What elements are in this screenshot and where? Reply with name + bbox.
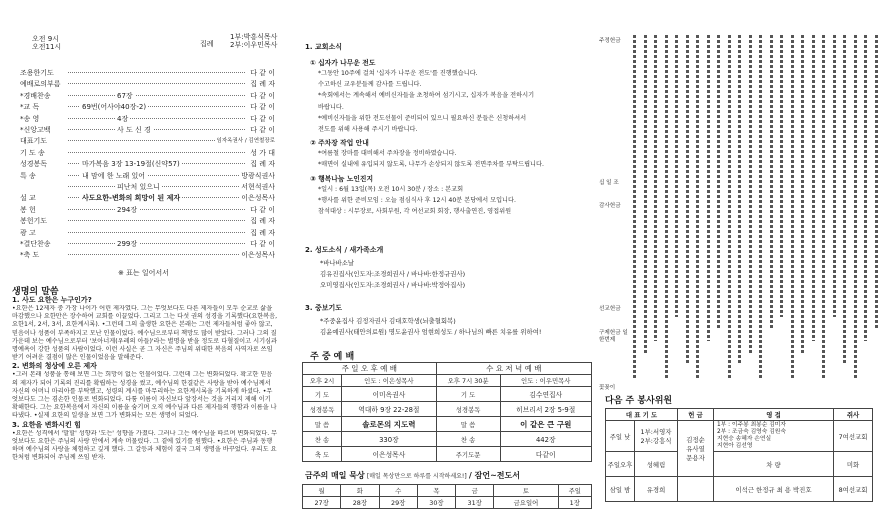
worship-item-leader: 다 같 이 (250, 91, 275, 100)
life-word-sections (12, 296, 278, 462)
vol-header-prayer: 대 표 기 도 (606, 409, 678, 421)
news-line: 전도를 위해 사용해 주시기 바랍니다. (318, 126, 418, 134)
news-line: *그동안 10주에 걸쳐 '십자가 나무운 전도'를 진행했습니다. (318, 70, 478, 77)
worship-item-label: 예배로의부름 (20, 80, 61, 89)
prayer-lines (320, 316, 541, 338)
member-news-line-2: 오미영집사(인도자:조경희권사 / 바나바:박정아집사) (320, 281, 466, 289)
meditation-day: 화 (341, 485, 379, 497)
offering-name-strip (791, 35, 794, 380)
weekly-worship-label: 찬 송 (436, 432, 500, 447)
sunday-leader: 인도 : 이은성목사 (342, 375, 437, 387)
worship-item-leader: 다 같 이 (250, 103, 275, 112)
volunteers-title: 다음 주 봉사위원 (605, 396, 673, 406)
vol-time-wednesday: 삼일 밤 (606, 477, 635, 502)
worship-item-leader: 이은성목사 (241, 251, 275, 260)
news-line: *속회에서는 계속해서 예비신자들을 초청하여 섬기시고, 십자가 복음을 전하시기 (318, 92, 535, 100)
member-news (320, 258, 465, 291)
vol-vehicle-label: 차 량 (714, 452, 834, 477)
worship-item-content: 피난처 있으니 (117, 183, 160, 191)
weekly-worship-title: 주 중 예 배 (310, 352, 355, 362)
worship-order-row (20, 114, 275, 124)
offering-label: 구제헌금 일한번제 (599, 330, 628, 343)
worship-item-content: 299장 (117, 240, 138, 248)
offering-name-strip (822, 35, 825, 380)
worship-item-content: 67장 (117, 91, 133, 100)
sunday-afternoon-header: 주 일 오 후 예 배 (303, 363, 437, 375)
weekly-worship-row (303, 387, 592, 402)
vol-welcome-sunday: 1부 : 이주봉 최봉순 김미자 2부 : 조금숙 김영숙 김원숙 지현승 송혜자 손연실 지현아 김선영 (714, 421, 834, 452)
worship-item-label: 대표기도 (20, 137, 48, 146)
presider-2: 2부:이우민목사 (230, 41, 278, 49)
meditation-chapter: 27장 (303, 497, 341, 509)
worship-item-label: 봉헌기도 (20, 217, 48, 226)
news-heading: ① 십자가 나무운 전도 (310, 59, 376, 67)
offering-name-strip (749, 35, 752, 353)
offering-name-strip (738, 35, 741, 365)
service-time-2: 오전11시 (32, 43, 62, 51)
offering-name-strip (654, 35, 657, 341)
worship-item-leader: 임자옥권사 / 김연철장로 (216, 138, 275, 145)
meditation-day: 주일 (558, 485, 591, 497)
offering-name-strip (717, 35, 720, 329)
offering-name-strip (686, 35, 689, 365)
offering-name-strip (801, 35, 804, 353)
meditation-chapter: 28장 (341, 497, 379, 509)
offering-name-strip (696, 35, 699, 380)
offering-label: 감사헌금 (599, 203, 621, 209)
weekly-worship-value: 330장 (342, 432, 437, 447)
daily-meditation-chapters (303, 497, 592, 509)
meditation-chapter: 금요일어 (494, 497, 558, 509)
meditation-chapter: 1장 (558, 497, 591, 509)
dotted-leader (68, 129, 245, 130)
worship-item-label: *결단찬송 (20, 240, 51, 248)
offering-label: 십 일 조 (599, 180, 619, 186)
news-heading: ② 주차장 작업 안내 (310, 139, 369, 148)
worship-item-label: 특 송 (20, 171, 36, 180)
worship-order-row (20, 91, 275, 101)
worship-order-row (20, 193, 275, 203)
worship-item-content: 내 맘에 한 노래 있어 (82, 171, 145, 180)
worship-item-content: 사 도 신 경 (117, 126, 151, 134)
news-line: *예비신자들을 위한 전도선물이 준비되어 있으니 필요하신 분들은 신청하셔서 (318, 114, 527, 122)
vol-time-afternoon: 주일오후 (606, 452, 635, 477)
worship-item-leader: 집 례 자 (250, 80, 275, 89)
weekly-worship-row (303, 432, 592, 447)
offering-label: 주정헌금 (599, 38, 621, 44)
prayer-line-1: *주중윤집사 김정자권사 김대호학생(뇌출혈회복) (320, 317, 456, 325)
dotted-leader (68, 254, 245, 255)
weekly-worship-rows (303, 387, 592, 462)
weekly-worship-label: 성경봉독 (303, 402, 342, 417)
offering-name-strip (759, 35, 762, 380)
worship-item-leader: 이은성목사 (241, 194, 275, 203)
worship-order-row (20, 239, 275, 249)
daily-meditation-subtitle: [매일 목상만으로 하루를 시작하세요!] (366, 473, 467, 480)
weekly-worship-label: 주기도문 (436, 447, 500, 462)
worship-order-row (20, 79, 275, 89)
dotted-leader (68, 232, 245, 233)
weekly-worship-row (303, 447, 592, 462)
worship-item-label: *경배찬송 (20, 91, 51, 100)
meditation-chapter: 31장 (456, 497, 494, 509)
dotted-leader (68, 118, 245, 119)
weekly-worship-value: 442장 (500, 432, 591, 447)
worship-item-leader: 집 례 자 (250, 160, 275, 169)
worship-item-label: 조용한기도 (20, 69, 54, 77)
offering-name-strip (875, 35, 878, 329)
life-word-heading: 1. 사도 요한은 누구인가? (12, 296, 92, 304)
presider-label: 집례 (200, 40, 214, 48)
offering-name-strip (707, 35, 710, 341)
offering-name-strip (675, 35, 678, 317)
standing-note: ※ 표는 일어서서 (118, 269, 169, 277)
worship-item-content: 사도요한-변화의 희망이 된 제자 (82, 194, 181, 203)
worship-order-row (20, 148, 275, 158)
worship-item-label: *축 도 (20, 251, 40, 260)
news-line: *일시 : 6월 13일(목) 오전 10시 30분 / 장소 : 본교회 (318, 185, 464, 193)
meditation-day: 목 (417, 485, 455, 497)
dotted-leader (68, 72, 245, 73)
worship-order-row (20, 102, 275, 112)
service-time-1: 오전 9시 (32, 35, 59, 43)
offering-name-strip (728, 35, 731, 380)
dotted-leader (68, 220, 245, 221)
daily-meditation-days (303, 485, 592, 497)
offering-label: 선교헌금 (599, 306, 621, 312)
daily-meditation-title: 금주의 매일 묵상 (305, 471, 365, 480)
vol-prayer-wednesday: 유경희 (635, 477, 678, 502)
worship-item-content: 294장 (117, 205, 138, 214)
wednesday-time: 오후 7시 30분 (436, 375, 500, 387)
weekly-worship-label: 찬 송 (303, 432, 342, 447)
news-items (310, 55, 585, 217)
life-word-body: •요한은 12제자 중 가장 나이가 어린 제자였다. 그는 무엇보다도 다른 제자들이 모두 순교로 삶을 마감했으나 요한만은 장수하여 교회를 이끌었다. 그리고 그는 다섯 권의 성경을 기록했다(요한복음, 요한1서, 2서, 3서, 요한계시록). •그런데 그의 출생한 요한은 본래는 그런 제자들처럼 좋아 않고, 믿음이나 성품이 부족하지고 모난 인물이었다. 예수님으로부터 책망도 많이 받았다. 그러나 그의 질 가운데 보는 예수님으로부터 '보아너게(우레의 아들)'라는 별명을 받을 정도로 다혈질이고 시기심과 명예욕이 강한 성품의 사람이었다. 이런 사실은 곧 그 자신은 주님의 위대한 복음의 사역자로 쓰임 받기 어려운 결점이 많은 인물이었음을 말해준다. (12, 305, 278, 362)
worship-item-content: 마가복음 3장 13-19절(신약57) (82, 160, 180, 169)
offering-name-strip (864, 35, 867, 341)
offering-name-strip (843, 35, 846, 365)
offering-name-strip (665, 35, 668, 380)
dotted-leader (68, 209, 245, 210)
weekly-worship-value: 히브리서 2장 5-9절 (500, 402, 591, 417)
news-line: 참석대상 : 시무장로, 사회부원, 각 여선교회 회장, 행사출연진, 영접위원 (318, 208, 512, 216)
worship-item-leader: 다 같 이 (250, 69, 275, 77)
worship-order-row (20, 125, 275, 135)
vol-prayer-afternoon: 성혜림 (635, 452, 678, 477)
worship-item-label: *신앙고백 (20, 126, 51, 134)
sunday-time: 오후 2시 (303, 375, 342, 387)
weekly-worship-table (302, 362, 592, 462)
weekly-worship-label: 기 도 (303, 387, 342, 402)
member-news-title: 2. 성도소식 / 새가족소개 (305, 246, 384, 254)
weekly-worship-row (303, 402, 592, 417)
worship-order-row (20, 68, 275, 78)
dotted-leader (68, 243, 245, 244)
vol-note-sunday: 7여선교회 (834, 421, 873, 452)
offering-name-strip (644, 35, 647, 353)
weekly-worship-value: 솔로몬의 지도력 (342, 417, 437, 432)
offering-name-strip (633, 35, 636, 380)
weekly-worship-value: 김수연집사 (500, 387, 591, 402)
meditation-chapter: 30장 (417, 497, 455, 509)
member-news-line-1: 김유진집사(인도자:조경희권사 / 바나바:한정규권사) (320, 270, 466, 278)
worship-order-row (20, 250, 275, 260)
worship-item-leader: 다 같 이 (250, 114, 275, 123)
wednesday-leader: 인도 : 이우민목사 (500, 375, 591, 387)
news-heading: ③ 행복나눔 노인진지 (310, 174, 374, 183)
weekly-worship-label: 성경봉독 (436, 402, 500, 417)
dotted-leader (68, 83, 245, 84)
wednesday-evening-header: 수 요 저 녁 예 배 (436, 363, 591, 375)
offering-name-strip (833, 35, 836, 317)
offering-list (595, 30, 880, 390)
vol-welcome-wednesday: 이석근 한정규 최 용 박진호 (714, 477, 834, 502)
daily-meditation-header: 금주의 매일 묵상 [매일 목상만으로 하루를 시작하세요!] / 잠언~전도서 (305, 471, 520, 480)
news-line: 수고하신 교우분들께 감사를 드립니다. (318, 81, 422, 89)
meditation-day: 월 (303, 485, 341, 497)
presiders (230, 33, 277, 49)
vol-prayer-sunday: 1부:서영자 2부:강흥식 (635, 421, 678, 452)
vol-note-wednesday: 8여선교회 (834, 477, 873, 502)
vol-offering-wednesday (678, 477, 714, 502)
worship-item-label: 기 도 송 (20, 148, 45, 157)
worship-item-content: 4장 (117, 114, 129, 123)
worship-item-leader: 방광식권사 (241, 171, 275, 180)
weekly-worship-row (303, 417, 592, 432)
worship-item-leader: 다 같 이 (250, 126, 275, 134)
life-word-body: •그러 본래 성품을 통해 보면 그는 희망이 없는 인물이었다. 그런데 그는 변화되었다. 확고한 믿음의 제자가 되어 기록의 진리를 확립하는 성경을 썼고, 예수님의 한결같은 사랑을 받아 예수님께서 자신의 어머니 마리아를 부탁했고, 성령의 계시를 마무리하는 요한계시록을 기록하게 하셨다. •무엇보다도 그는 겸손한 인물로 변화되었다. 다툼 이름이 자신보다 앞장서는 것을 거리지 제해 이기 확해한다. 그는 요한복음에서 자신의 이름을 숨기며 오직 예수님과 다른 제자들의 행함과 이름을 나타냈다. •실제 요한의 일생을 보면 그가 변화되는 모든 생명이 되었다. (12, 371, 277, 420)
worship-order-row (20, 228, 275, 238)
worship-order-row (20, 159, 275, 169)
dotted-leader (68, 152, 245, 153)
life-word-heading: 2. 변화의 청상에 오른 제자 (12, 362, 97, 371)
life-word-body: •요한은 성격에서 '말할' 성향과 '도는' 성향을 가졌다. 그러나 그는 예수님을 따르며 변화되었다. 무엇보다도 요한은 주님의 사랑 안에서 계속 머물렀다. 그 곁에 있기를 원했다. •요한은 주님과 동행하며 예수님의 사랑을 체험하고 깊게 했다. 그 갈등과 체험이 결국 그의 생명을 바꾸었다. 우리도 요한처럼 변화되어 주님께 쓰임 받자. (12, 429, 278, 462)
news-line: *여름철 장마를 대비해서 주차장을 정비하였습니다. (318, 150, 457, 158)
offering-name-strip (854, 35, 857, 380)
worship-item-leader: 서현석권사 (241, 183, 275, 191)
worship-order-row (20, 216, 275, 226)
worship-item-leader: 다 같 이 (250, 240, 275, 248)
weekly-worship-value: 이미옥권사 (342, 387, 437, 402)
news-line: *행사를 위한 준비모임 : 오늘 점심식사 후 12시 40분 본당에서 모입니다. (318, 196, 516, 204)
worship-order-row (20, 182, 275, 192)
news-line: 바랍니다. (318, 103, 344, 111)
weekly-worship-value: 이은성목사 (342, 447, 437, 462)
news-line: *매면이 실내에 유입되지 않도록, 나무가 손상되지 않도록 전면주차를 부탁드립니다. (318, 161, 544, 169)
weekly-worship-value: 이 같은 큰 구원 (500, 417, 591, 432)
worship-item-label: 광 고 (20, 228, 36, 237)
meditation-day: 금 (456, 485, 494, 497)
worship-item-label: *송 영 (20, 114, 40, 123)
weekly-worship-label: 말 씀 (303, 417, 342, 432)
meditation-chapter: 29장 (379, 497, 417, 509)
life-word-title: 생명의 말씀 (12, 287, 59, 297)
life-word-heading: 3. 요한을 변화시킨 힘 (12, 420, 81, 429)
worship-item-label: 성경봉독 (20, 160, 48, 169)
worship-item-leader: 집 례 자 (250, 228, 275, 237)
vol-header-note: 쥐사 (834, 409, 873, 421)
worship-item-leader: 다 같 이 (250, 205, 275, 214)
presider-1: 1부:박흥식목사 (230, 33, 278, 41)
weekly-worship-label: 말 씀 (436, 417, 500, 432)
offering-label: 꽃꽂이 (599, 385, 616, 391)
daily-meditation-table (302, 484, 592, 509)
worship-item-leader: 집 례 자 (250, 217, 275, 226)
worship-item-leader: 성 가 대 (250, 148, 275, 157)
weekly-worship-value: 역대하 9장 22-28절 (342, 402, 437, 417)
weekly-worship-label: 기 도 (436, 387, 500, 402)
meditation-day: 수 (379, 485, 417, 497)
weekly-worship-label: 축 도 (303, 447, 342, 462)
worship-item-label: 봉 헌 (20, 205, 36, 214)
offering-name-strip (812, 35, 815, 341)
meditation-day: 토 (494, 485, 558, 497)
worship-item-label: *교 독 (20, 103, 40, 112)
vol-header-welcome: 영 접 (714, 409, 834, 421)
offering-name-strip (780, 35, 783, 317)
offering-name-strip (770, 35, 773, 329)
volunteers-table (605, 408, 873, 502)
news-title: 1. 교회소식 (305, 43, 343, 51)
member-news-heading: *바나바소날 (320, 259, 355, 267)
vol-header-offering: 헌 금 (678, 409, 714, 421)
dotted-leader (68, 95, 245, 96)
worship-order-row (20, 205, 275, 215)
worship-order-row (20, 136, 275, 146)
vol-offering: 김정순 유사열 문용자 (678, 421, 714, 477)
vol-note-afternoon: 미화 (834, 452, 873, 477)
weekly-worship-value: 다같이 (500, 447, 591, 462)
worship-item-content: 69번(어사야40장-2) (82, 103, 147, 112)
worship-item-label: 설 교 (20, 194, 36, 203)
worship-order-row (20, 171, 275, 181)
prayer-title: 3. 중보기도 (305, 304, 343, 312)
daily-meditation-book: 잠언~전도서 (474, 471, 520, 480)
prayer-line-2: 김윤예권사(태안의료원) 명도윤권사 엄현희성도 / 하나님의 빠른 치유를 위하여! (320, 328, 542, 336)
service-times (32, 35, 61, 51)
vol-time-sunday: 주일 낮 (606, 421, 635, 452)
